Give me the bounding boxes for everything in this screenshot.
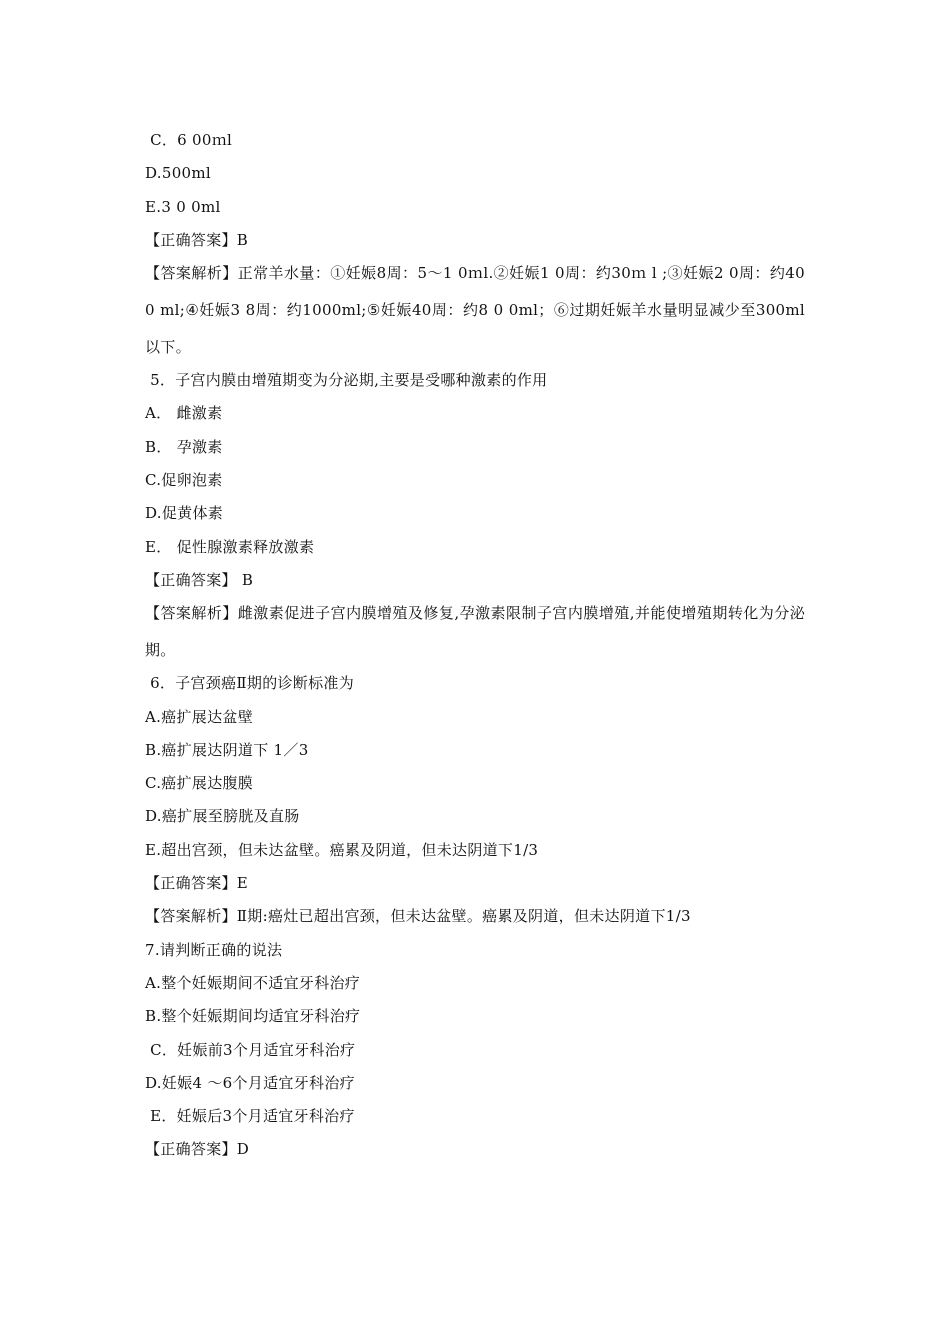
q6-option-a: A.癌扩展达盆壁: [145, 707, 254, 726]
q6-option-d: D.癌扩展至膀胱及直肠: [145, 807, 300, 826]
q7-option-e: E．妊娠后3个月适宜牙科治疗: [145, 1107, 355, 1126]
q7-option-a: A.整个妊娠期间不适宜牙科治疗: [145, 973, 361, 992]
q5-question: 5．子宫内膜由增殖期变为分泌期,主要是受哪种激素的作用: [145, 371, 548, 390]
q6-option-c: C.癌扩展达腹膜: [145, 774, 254, 793]
q6-correct-answer: 【正确答案】E: [145, 874, 249, 893]
q5-answer-explanation: 【答案解析】雌激素促进子宫内膜增殖及修复,孕激素限制子宫内膜增殖,并能使增殖期转化为分泌期。: [145, 604, 805, 660]
q6-answer-explanation: 【答案解析】Ⅱ期:癌灶已超出宫颈，但未达盆壁。癌累及阴道，但未达阴道下1/3: [145, 907, 691, 926]
q5-correct-answer: 【正确答案】 B: [145, 570, 254, 589]
q7-option-c: C．妊娠前3个月适宜牙科治疗: [145, 1040, 356, 1059]
document-body: [145, 124, 805, 1167]
q6-option-b: B.癌扩展达阴道下 1／3: [145, 740, 309, 759]
q5-option-a: A． 雌激素: [145, 404, 223, 423]
q4-correct-answer: 【正确答案】B: [145, 230, 249, 249]
q7-correct-answer: 【正确答案】D: [145, 1140, 250, 1159]
q5-option-e: E． 促性腺激素释放激素: [145, 537, 315, 556]
q5-option-c: C.促卵泡素: [145, 471, 223, 490]
q6-question: 6．子宫颈癌Ⅱ期的诊断标准为: [145, 674, 355, 693]
option-d-500ml: D.500ml: [145, 164, 212, 183]
q5-option-b: B． 孕激素: [145, 437, 223, 456]
q7-question: 7.请判断正确的说法: [145, 940, 283, 959]
option-c-600ml: C．6 00ｍl: [145, 131, 233, 149]
q6-option-e: E.超出宫颈，但未达盆壁。癌累及阴道，但未达阴道下1/3: [145, 840, 539, 859]
q5-option-d: D.促黄体素: [145, 504, 224, 523]
q7-option-b: B.整个妊娠期间均适宜牙科治疗: [145, 1007, 361, 1026]
q4-answer-explanation: 【答案解析】正常羊水量：①妊娠8周：5～1 0ｍl.②妊娠1 0周：约30ｍ l ;③妊娠2 0周：约40 0 ml;④妊娠3 8周：约1000ml;⑤妊娠40周：约8 0 0ml；⑥过期妊娠羊水量明显减少至300ml以下。: [145, 264, 805, 357]
q7-option-d: D.妊娠4 ～6个月适宜牙科治疗: [145, 1073, 355, 1092]
option-e-300ml: E.3 0 0ml: [145, 197, 221, 216]
